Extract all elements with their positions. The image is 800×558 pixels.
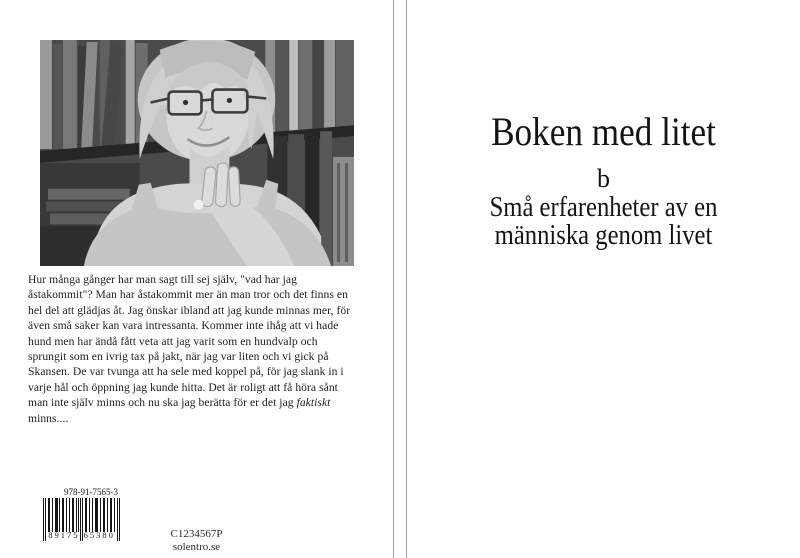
back-cover-text-line: minns.... <box>28 411 69 425</box>
book-subtitle <box>431 194 777 249</box>
back-cover-text-line: Skansen. De var tvunga att ha sele med koppel på, för jag slank in i <box>28 365 344 379</box>
back-cover-text <box>28 272 382 426</box>
barcode-isbn-text: 978-91-7565-3 <box>64 487 118 497</box>
author-photo <box>40 40 354 266</box>
spine-fold-line-left <box>393 0 394 558</box>
front-cover-page <box>407 0 800 558</box>
back-cover-text-line: Hur många gånger har man sagt till sej själv, "vad har jag <box>28 273 297 286</box>
back-cover-text-line: även små saker kan vara intressanta. Kommer inte ihåg att vi hade <box>28 319 339 333</box>
author-photo-svg <box>40 40 354 266</box>
hand <box>201 163 240 207</box>
back-cover-text-line: åstakommit"? Man har åstakommit mer än man tror och det finns en <box>28 288 348 302</box>
book-code: C1234567P <box>170 528 223 540</box>
back-cover-text-line: sprungit som en ivrig tax på jakt, när jag var liten och vi gick på <box>28 350 329 364</box>
book-subtitle-small: b <box>597 164 610 193</box>
back-cover-text-line: man inte själv minns och nu ska jag berätta för er det jag faktiskt <box>28 396 331 410</box>
back-cover-page <box>0 0 393 558</box>
back-cover-text-line: varje hål och öppning jag kunde hitta. Det är roligt att få höra sånt <box>28 380 338 394</box>
book-title: Boken med litet <box>491 109 716 154</box>
imprint <box>0 528 393 554</box>
back-cover-text-line: hel del att glädjas åt. Jag önskar ibland att jag kunde minnas mer, för <box>28 303 351 317</box>
ring <box>194 200 204 210</box>
barcode-digits: 89175 65380 <box>48 530 115 540</box>
book-subtitle-line-1: Små erfarenheter av en <box>489 192 718 223</box>
back-cover-text-line: hund men har ändå fått veta att jag varit som en hundvalp och <box>28 334 318 348</box>
publisher-url: solentro.se <box>172 541 221 553</box>
book-subtitle-line-2: människa genom livet <box>494 219 713 251</box>
